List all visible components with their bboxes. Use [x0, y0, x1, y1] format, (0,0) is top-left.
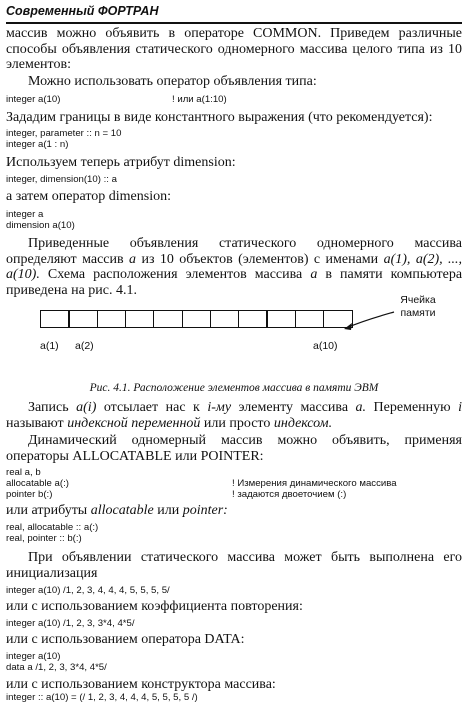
code-line: dimension a(10) — [6, 220, 75, 231]
paragraph-array-description: Приведенные объявления статического одномерного массива определяют массив a из 10 объектов (элементов) с именами a(1), a(2), ..., a(10). Схема расположения элементов массива a в памяти компьютера приведена на рис. 4.1. — [6, 236, 463, 298]
code-comment: ! или a(1:10) — [172, 94, 227, 105]
code-comment: ! задаются двоеточием (:) — [232, 489, 347, 500]
code-line: integer a(10) — [6, 651, 61, 662]
memory-cell — [238, 310, 268, 328]
code-line: integer a(10) /1, 2, 3, 4, 4, 4, 5, 5, 5, 5/ — [6, 585, 170, 596]
header-title: Современный ФОРТРАН — [6, 4, 159, 18]
code-line: real, pointer :: b(:) — [6, 533, 82, 544]
label-a1: a(1) — [40, 340, 59, 352]
paragraph-bounds: Зададим границы в виде константного выражения (что рекомендуется): — [6, 110, 433, 125]
code-line: pointer b(:) — [6, 489, 53, 500]
code-line: real a, b — [6, 467, 41, 478]
memory-cell — [210, 310, 240, 328]
memory-layout-figure — [0, 294, 468, 380]
code-line: integer, parameter :: n = 10 — [6, 128, 122, 139]
memory-cell — [295, 310, 325, 328]
memory-cell — [266, 310, 296, 328]
paragraph-type-declaration: Можно использовать оператор объявления типа: — [28, 74, 317, 89]
paragraph-repeat-factor: или с использованием коэффициента повторения: — [6, 599, 303, 614]
memory-cell — [153, 310, 183, 328]
page-header — [6, 2, 462, 24]
paragraph-data-statement: или с использованием оператора DATA: — [6, 632, 245, 647]
callout-memory-cell: Ячейка памяти — [400, 294, 436, 319]
callout-arrow-icon — [340, 306, 400, 336]
code-line: integer :: a(10) = (/ 1, 2, 3, 4, 4, 4, 5, 5, 5, 5 /) — [6, 692, 198, 703]
code-line: integer, dimension(10) :: a — [6, 174, 117, 185]
code-line: integer a(1 : n) — [6, 139, 69, 150]
paragraph-initialization: При объявлении статического массива может быть выполнена его инициализация — [6, 550, 462, 581]
paragraph-intro: массив можно объявить в операторе COMMON. Приведем различные способы объявления статического одномерного массива целого типа из 10 элементов: — [6, 26, 462, 72]
figure-caption: Рис. 4.1. Расположение элементов массива в памяти ЭВМ — [89, 382, 379, 394]
paragraph-dimension-stmt: а затем оператор dimension: — [6, 189, 171, 204]
label-a10: a(10) — [313, 340, 338, 352]
code-line: allocatable a(:) — [6, 478, 69, 489]
code-line: integer a(10) — [6, 94, 61, 105]
memory-cell — [182, 310, 212, 328]
paragraph-dimension-attr: Используем теперь атрибут dimension: — [6, 155, 236, 170]
memory-cell — [40, 310, 70, 328]
label-a2: a(2) — [75, 340, 94, 352]
memory-cell — [125, 310, 155, 328]
code-comment: ! Измерения динамического массива — [232, 478, 397, 489]
paragraph-attributes: или атрибуты allocatable или pointer: — [6, 503, 228, 518]
code-line: integer a(10) /1, 2, 3, 3*4, 4*5/ — [6, 618, 135, 629]
paragraph-dynamic-array: Динамический одномерный массив можно объявить, применяя операторы ALLOCATABLE или POINTER: — [6, 433, 462, 464]
paragraph-index: Запись a(i) отсылает нас к i-му элементу массива a. Переменную i называют индексной переменной или просто индексом. — [6, 400, 462, 431]
code-line: real, allocatable :: a(:) — [6, 522, 99, 533]
code-line: integer a — [6, 209, 44, 220]
memory-cell — [68, 310, 98, 328]
paragraph-constructor: или с использованием конструктора массива: — [6, 677, 276, 692]
code-line: data a /1, 2, 3, 3*4, 4*5/ — [6, 662, 107, 673]
memory-cell — [97, 310, 127, 328]
